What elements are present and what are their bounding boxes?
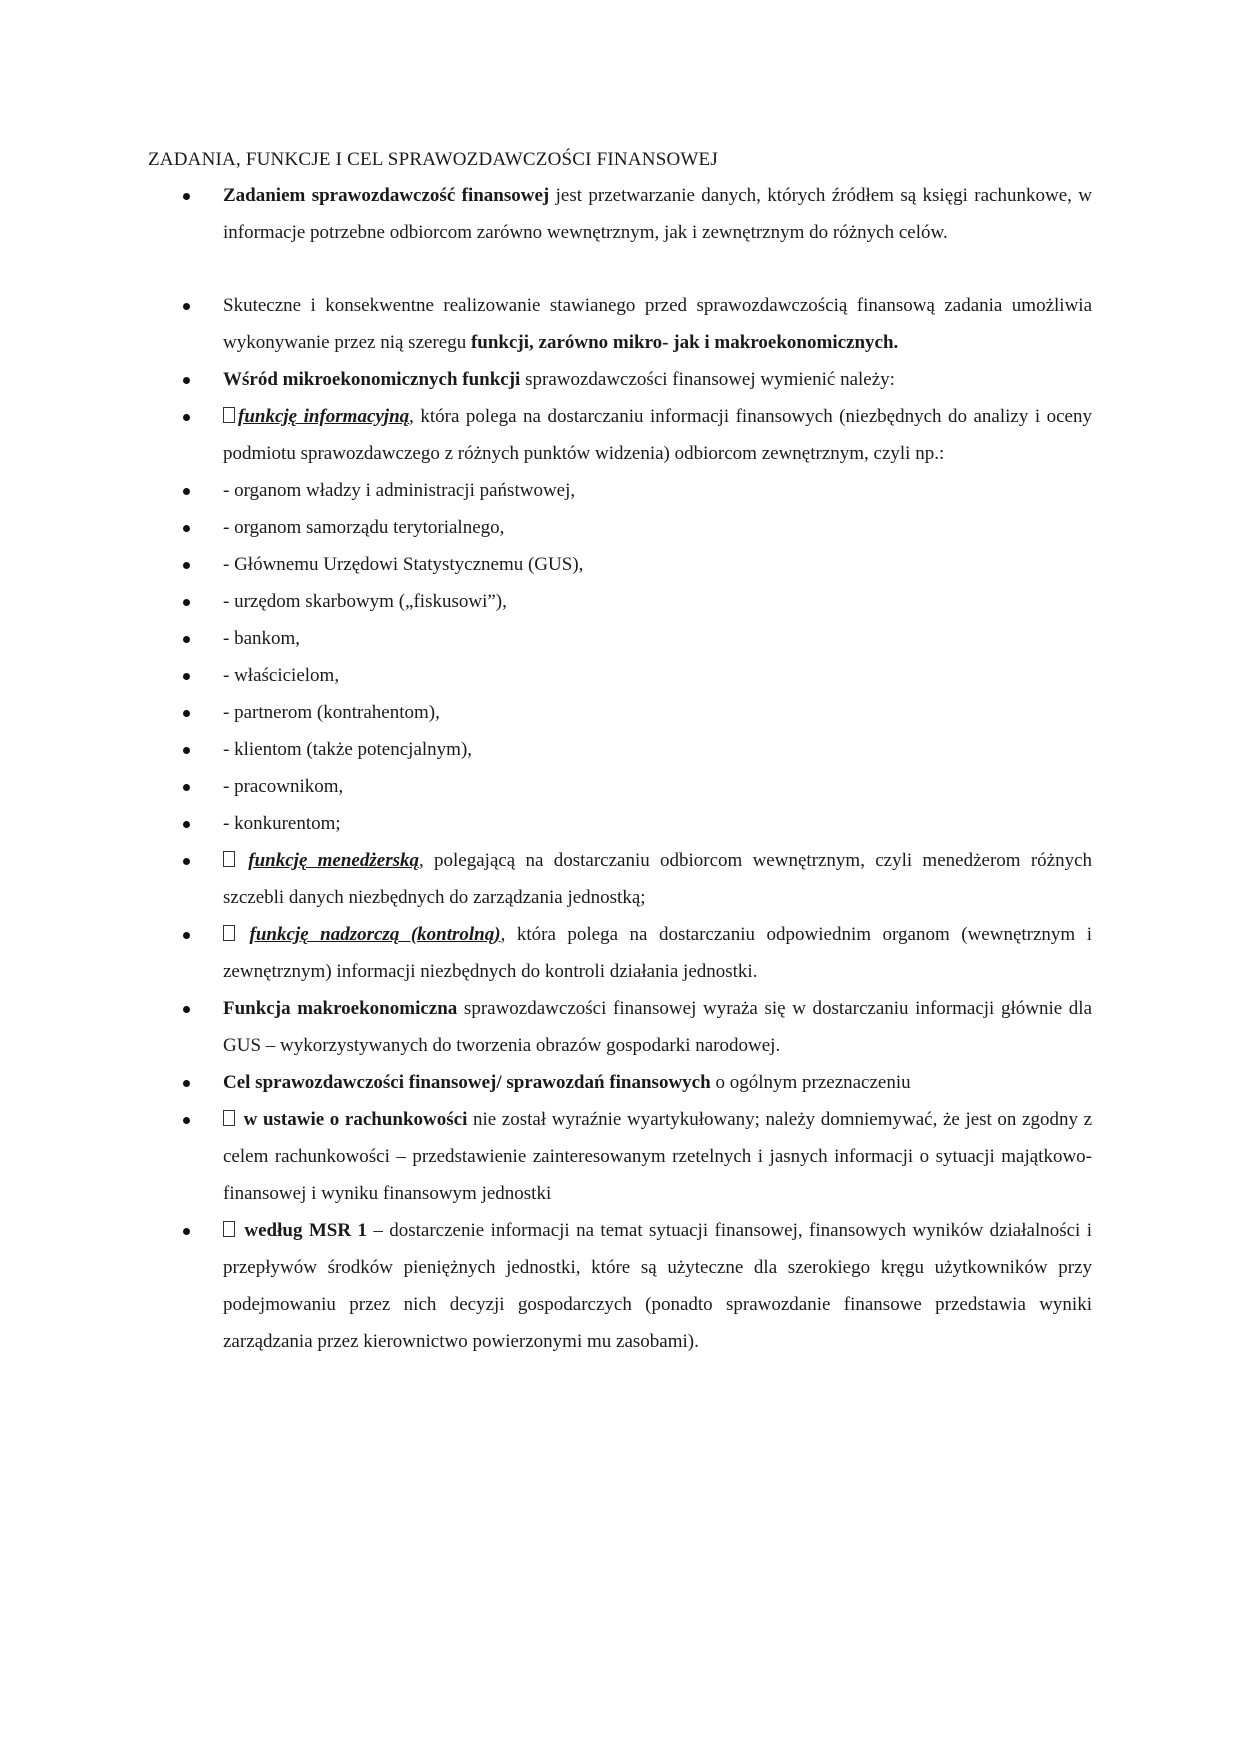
list-item-text: - urzędom skarbowym („fiskusowi”), — [223, 591, 507, 612]
bullet-icon — [183, 599, 190, 606]
list-item-text — [223, 361, 1092, 398]
item-body: sprawozdawczości finansowej wymienić należy: — [520, 369, 895, 390]
bullet-icon — [183, 193, 190, 200]
function-link[interactable]: funkcję menedżerską — [248, 850, 419, 871]
list-item-text — [223, 990, 1092, 1064]
bullet-icon — [183, 525, 190, 532]
item-body: – dostarczenie informacji na temat sytuacji finansowej, finansowych wyników działalności i przepływów środków pieniężnych jednostki, które są użyteczne dla szerokiego kręgu użytkowników przy podejmowaniu przez nich decyzji gospodarczych (ponadto sprawozdanie finansowe przedstawia wyniki zarządzania przez kierownictwo powierzonymi mu zasobami). — [223, 1220, 1092, 1352]
list-item-text — [223, 398, 1092, 472]
bullet-icon — [183, 488, 190, 495]
list-item — [186, 990, 1092, 1064]
bullet-icon — [183, 414, 190, 421]
bullet-icon — [183, 821, 190, 828]
list-item-text — [223, 1064, 1092, 1101]
list-item-text: - konkurentom; — [223, 813, 341, 834]
list-item — [186, 546, 1092, 583]
list-item-text — [223, 287, 1092, 361]
bold-term: Zadaniem sprawozdawczość finansowej — [223, 185, 550, 206]
list-item — [186, 177, 1092, 251]
list-item-text: - bankom, — [223, 628, 301, 649]
bullet-icon — [183, 710, 190, 717]
bold-term: Funkcja makroekonomiczna — [223, 998, 458, 1019]
bold-term: Wśród mikroekonomicznych funkcji — [223, 369, 521, 390]
list-item-text: - organom władzy i administracji państwowej, — [223, 480, 576, 501]
list-item — [186, 1064, 1092, 1101]
list-item — [186, 916, 1092, 990]
missing-glyph-icon — [223, 1221, 235, 1237]
bullet-icon — [183, 562, 190, 569]
bullet-icon — [183, 377, 190, 384]
list-item — [186, 768, 1092, 805]
list-item-text — [223, 1212, 1092, 1360]
list-item-text: - klientom (także potencjalnym), — [223, 739, 473, 760]
list-item — [186, 509, 1092, 546]
document-title: ZADANIA, FUNKCJE I CEL SPRAWOZDAWCZOŚCI FINANSOWEJ — [148, 149, 718, 170]
bold-term: funkcji, zarówno mikro- jak i makroekonomicznych. — [470, 332, 899, 353]
list-item-text — [223, 916, 1092, 990]
bullet-icon — [183, 747, 190, 754]
list-item-text: - organom samorządu terytorialnego, — [223, 517, 505, 538]
list-item-text — [223, 842, 1092, 916]
bullet-icon — [183, 1228, 190, 1235]
missing-glyph-icon — [223, 851, 235, 867]
missing-glyph-icon — [223, 925, 235, 941]
list-item-text — [223, 1101, 1092, 1212]
list-item-text — [223, 177, 1092, 251]
item-body: Skuteczne i konsekwentne realizowanie stawianego przed sprawozdawczością finansową zadania umożliwia wykonywanie przez nią szeregu — [223, 295, 1092, 353]
bullet-icon — [183, 303, 190, 310]
bold-term: w ustawie o rachunkowości — [243, 1109, 468, 1130]
bullet-icon — [183, 784, 190, 791]
item-body: nie został wyraźnie wyartykułowany; należy domniemywać, że jest on zgodny z celem rachunkowości – przedstawienie zainteresowanym rzetelnych i jasnych informacji o sytuacji majątkowo-finansowej i wyniku finansowym jednostki — [223, 1109, 1093, 1204]
function-link[interactable]: funkcję informacyjną — [238, 406, 410, 427]
bullet-icon — [183, 1117, 190, 1124]
list-item — [186, 620, 1092, 657]
bold-term: według MSR 1 — [244, 1220, 367, 1241]
list-item-text: - pracownikom, — [223, 776, 344, 797]
bullet-icon — [183, 858, 190, 865]
item-body: sprawozdawczości finansowej wyraża się w dostarczaniu informacji głównie dla GUS – wykorzystywanych do tworzenia obrazów gospodarki narodowej. — [223, 998, 1092, 1056]
list-item — [186, 657, 1092, 694]
list-item — [186, 472, 1092, 509]
list-item — [186, 583, 1092, 620]
list-item — [186, 805, 1092, 842]
list-item-text: - partnerom (kontrahentom), — [223, 702, 440, 723]
list-item — [186, 287, 1092, 361]
function-link[interactable]: funkcję nadzorczą (kontrolną) — [249, 924, 501, 945]
list-item — [186, 694, 1092, 731]
bullet-icon — [183, 932, 190, 939]
list-item — [186, 361, 1092, 398]
bold-term: Cel sprawozdawczości finansowej/ sprawozdań finansowych — [223, 1072, 711, 1093]
missing-glyph-icon — [223, 407, 235, 423]
list-item-text: - właścicielom, — [223, 665, 340, 686]
item-body: o ogólnym przeznaczeniu — [710, 1072, 911, 1093]
bullet-icon — [183, 636, 190, 643]
list-item — [186, 731, 1092, 768]
list-item — [186, 1101, 1092, 1212]
bullet-icon — [183, 1080, 190, 1087]
bullet-icon — [183, 673, 190, 680]
list-item — [186, 842, 1092, 916]
item-body: , która polega na dostarczaniu informacji finansowych (niezbędnych do analizy i oceny podmiotu sprawozdawczego z różnych punktów widzenia) odbiorcom zewnętrznym, czyli np.: — [223, 406, 1092, 464]
bullet-icon — [183, 1006, 190, 1013]
missing-glyph-icon — [223, 1110, 235, 1126]
item-body: , polegającą na dostarczaniu odbiorcom wewnętrznym, czyli menedżerom różnych szczebli danych niezbędnych do zarządzania jednostką; — [223, 850, 1093, 908]
item-body: jest przetwarzanie danych, których źródłem są księgi rachunkowe, w informacje potrzebne odbiorcom zarówno wewnętrznym, jak i zewnętrznym do różnych celów. — [223, 185, 1092, 243]
list-item-text: - Głównemu Urzędowi Statystycznemu (GUS), — [223, 554, 584, 575]
list-item — [186, 398, 1092, 472]
list-item — [186, 1212, 1092, 1360]
item-body: , która polega na dostarczaniu odpowiednim organom (wewnętrznym i zewnętrznym) informacji niezbędnych do kontroli działania jednostki. — [223, 924, 1092, 982]
